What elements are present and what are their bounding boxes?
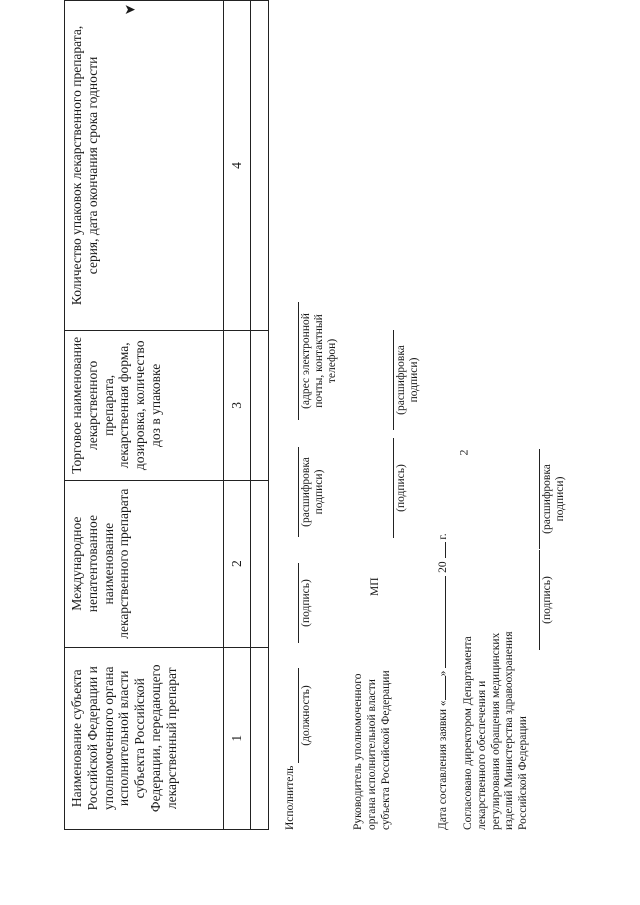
table-cell: [251, 330, 269, 480]
executor-contacts-caption: (адрес электронной почты, контактный телефон): [300, 313, 339, 409]
executor-position-caption: (должность): [300, 685, 312, 746]
executor-contacts-line: [298, 302, 299, 420]
executor-decoding-line: [298, 447, 299, 537]
table-cell: [251, 647, 269, 829]
date-label-mid: »: [437, 670, 449, 677]
head-signature-caption: (подпись): [395, 464, 407, 512]
head-decoding-line: [393, 330, 394, 430]
table-empty-row: [251, 1, 269, 830]
page-number: 2: [456, 449, 471, 456]
header-trade-name: Торговое наименование лекарственного препарата, лекарственная форма, дозировка, количество доз в упаковке: [65, 330, 224, 480]
head-signature-line: [393, 438, 394, 538]
agreed-decoding-caption: (расшифровка подписи): [541, 464, 567, 534]
column-number-3: 3: [224, 330, 251, 480]
column-number-4: 4: [224, 1, 251, 331]
corner-mark: ➤: [124, 3, 136, 18]
header-subject-name: Наименование субъекта Российской Федерации и уполномоченного органа исполнительной власти субъекта Российской Федерации, передающего лекарственный препарат: [65, 647, 224, 829]
date-month-blank: [445, 576, 446, 668]
table-cell: [251, 1, 269, 331]
executor-signature-caption: (подпись): [300, 579, 312, 627]
agreed-signature-caption: (подпись): [541, 576, 553, 624]
agreed-decoding-line: [539, 449, 540, 549]
table-number-row: [224, 1, 251, 830]
stamp-place: МП: [369, 577, 381, 596]
table-cell: [251, 480, 269, 647]
head-label: Руководитель уполномоченного органа исполнительной власти субъекта Российской Федерации: [352, 670, 392, 830]
executor-signature-line: [298, 563, 299, 643]
agreed-signature-line: [539, 550, 540, 650]
header-quantity: Количество упаковок лекарственного препарата, серия, дата окончания срока годности: [65, 1, 224, 331]
executor-label: Исполнитель: [284, 765, 296, 830]
date-day-blank: [445, 676, 446, 700]
date-label-end: г.: [437, 533, 449, 540]
date-label-start: Дата составления заявки «: [437, 700, 449, 830]
head-decoding-caption: (расшифровка подписи): [395, 345, 421, 415]
executor-decoding-caption: (расшифровка подписи): [300, 457, 326, 527]
drug-request-table: [64, 0, 269, 830]
header-inn: Международное непатентованное наименование лекарственного препарата: [65, 480, 224, 647]
date-line: [437, 533, 451, 830]
agreed-label: Согласовано директором Департамента лекарственного обеспечения и регулирования обращения медицинских изделий Министерства здравоохранения Российской Федерации: [462, 631, 530, 830]
column-number-2: 2: [224, 480, 251, 647]
table-header-row: [65, 1, 224, 830]
date-year: 20: [437, 561, 449, 573]
executor-position-line: [298, 668, 299, 763]
date-year-blank: [445, 542, 446, 558]
column-number-1: 1: [224, 647, 251, 829]
